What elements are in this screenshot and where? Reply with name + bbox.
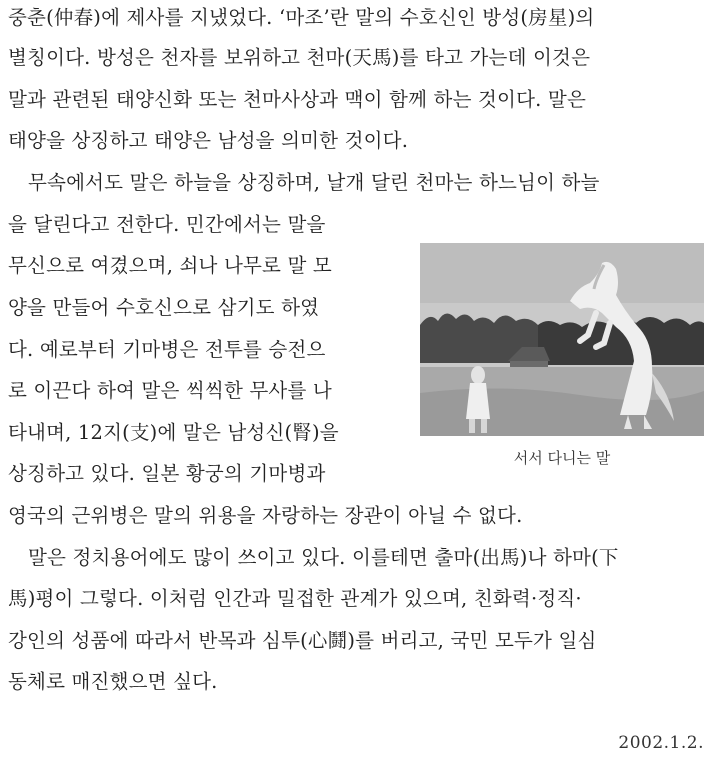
text-line: 말은 정치용어에도 많이 쓰이고 있다. 이를테면 출마(出馬)나 하마(下 [28,546,619,569]
photo-caption: 서서 다니는 말 [513,449,611,467]
text-line: 강인의 성품에 따라서 반목과 심투(心鬪)를 버리고, 국민 모두가 일심 [8,629,597,652]
text-line: 태양을 상징하고 태양은 남성을 의미한 것이다. [8,129,409,152]
text-line: 무신으로 여겼으며, 쇠나 나무로 말 모 [8,254,332,277]
text-line: 별칭이다. 방성은 천자를 보위하고 천마(天馬)를 타고 가는데 이것은 [8,46,591,69]
text-line: 동체로 매진했으면 싶다. [8,670,218,693]
text-line: 타내며, 12지(支)에 말은 남성신(腎)을 [8,421,339,444]
text-line: 무속에서도 말은 하늘을 상징하며, 날개 달린 천마는 하느님이 하늘 [28,171,600,194]
text-line: 영국의 근위병은 말의 위용을 자랑하는 장관이 아닐 수 없다. [8,504,523,527]
publication-date: 2002.1.2. [618,733,704,753]
horse-photo-illustration [420,243,704,436]
text-line: 양을 만들어 수호신으로 삼기도 하였 [8,296,320,319]
text-line: 馬)평이 그렇다. 이처럼 인간과 밀접한 관계가 있으며, 친화력·정직· [8,587,582,610]
text-line: 다. 예로부터 기마병은 전투를 승전으 [8,338,326,361]
text-line: 로 이끈다 하여 말은 씩씩한 무사를 나 [8,379,332,402]
rearing-horse-photo [420,243,704,436]
text-line: 말과 관련된 태양신화 또는 천마사상과 맥이 함께 하는 것이다. 말은 [8,88,586,111]
text-line: 중춘(仲春)에 제사를 지냈었다. ‘마조’란 말의 수호신인 방성(房星)의 [8,6,595,29]
text-line: 상징하고 있다. 일본 황궁의 기마병과 [8,462,326,485]
text-line: 을 달린다고 전한다. 민간에서는 말을 [8,213,326,236]
